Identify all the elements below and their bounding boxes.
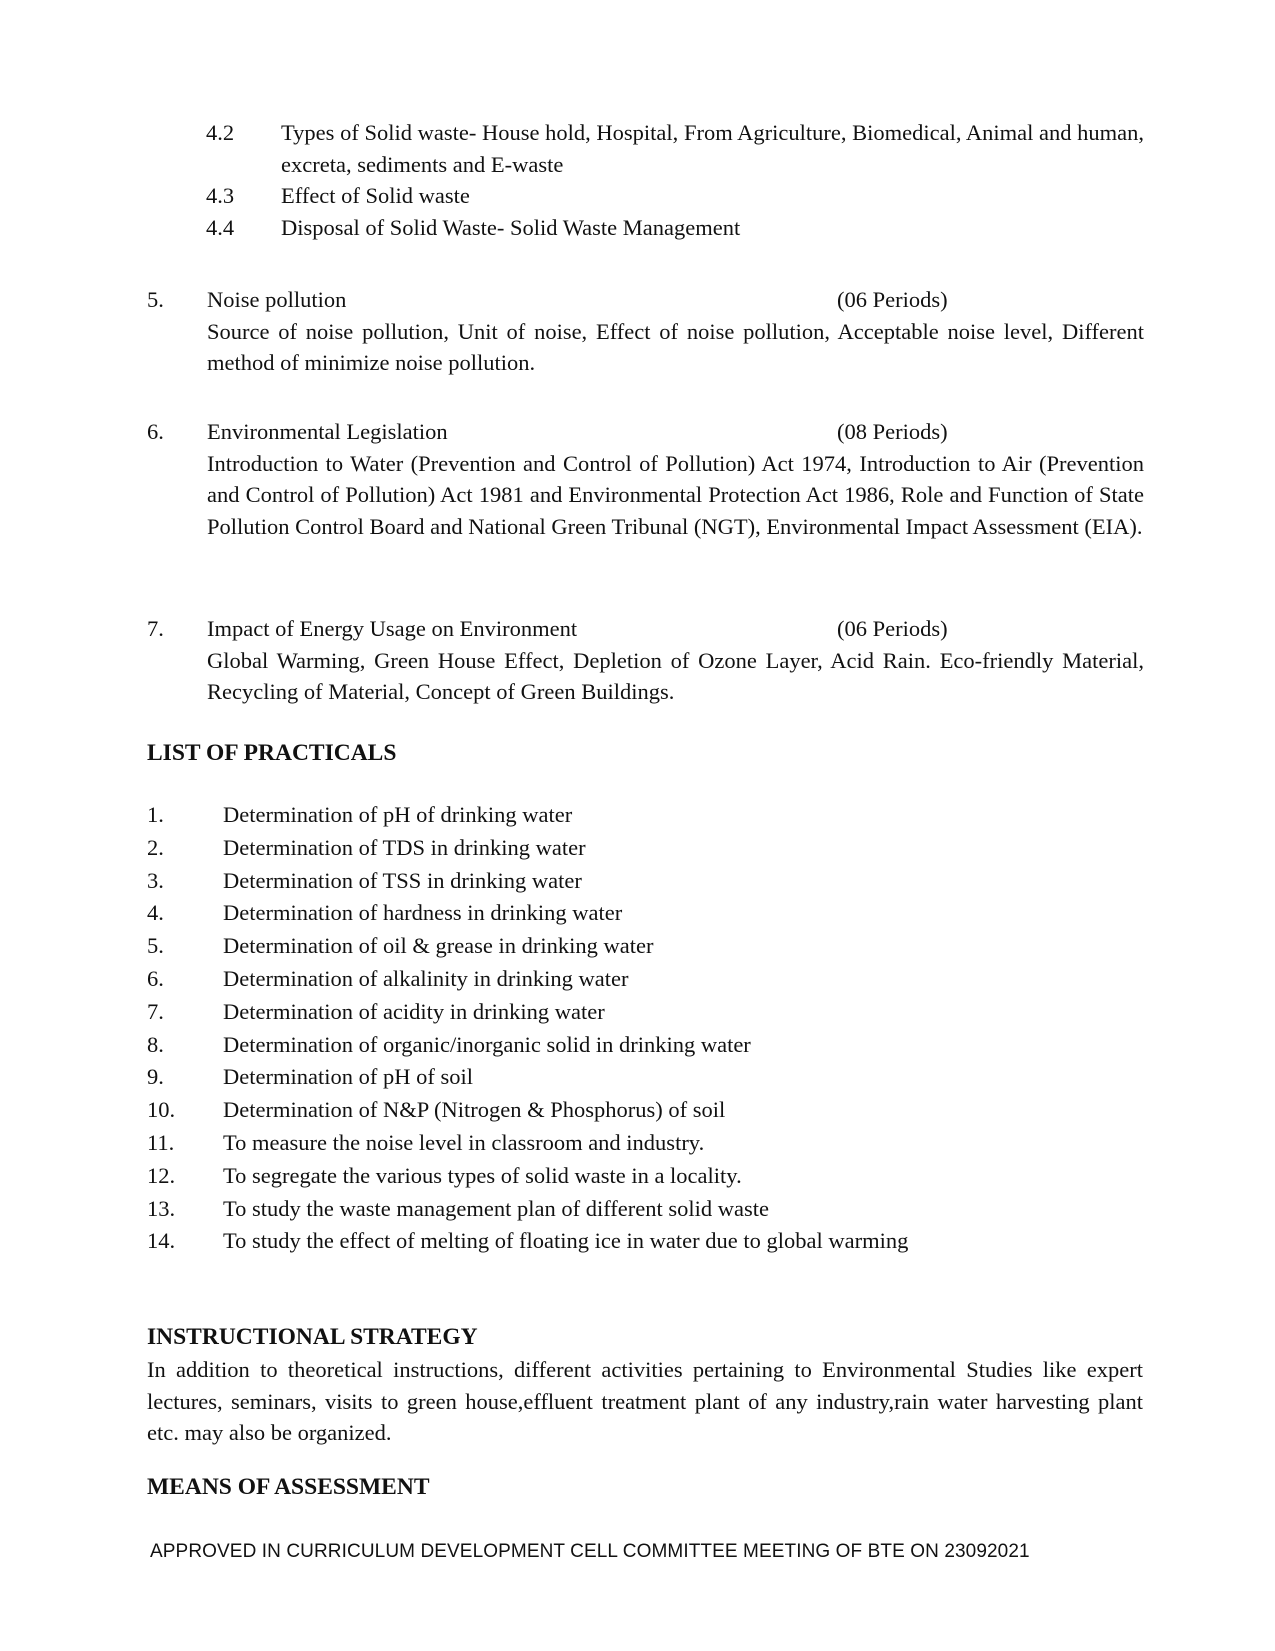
- list-item-text: Determination of TDS in drinking water: [223, 834, 586, 860]
- list-item-number: 12.: [147, 1162, 176, 1188]
- list-item-text: To study the waste management plan of different solid waste: [223, 1195, 769, 1221]
- unit-energy-impact: [147, 613, 1144, 708]
- subtopic-number: 4.4: [206, 214, 235, 240]
- list-item: [147, 832, 1144, 865]
- subtopic-text: Types of Solid waste- House hold, Hospital, From Agriculture, Biomedical, Animal and human, excreta, sediments and E-waste: [281, 120, 1144, 177]
- unit-environmental-legislation: [147, 416, 1144, 542]
- list-item-text: Determination of hardness in drinking water: [223, 900, 623, 926]
- list-item-text: Determination of acidity in drinking water: [223, 998, 605, 1024]
- list-item-number: 11.: [147, 1129, 175, 1155]
- list-item-text: Determination of pH of soil: [223, 1064, 473, 1090]
- list-item: [147, 996, 1144, 1029]
- subtopic-text: Disposal of Solid Waste- Solid Waste Management: [281, 214, 741, 240]
- subtopic-number: 4.2: [206, 120, 235, 145]
- unit-periods: (08 Periods): [837, 419, 948, 444]
- list-item-number: 9.: [147, 1064, 164, 1090]
- strategy-paragraph: In addition to theoretical instructions, different activities pertaining to Environmental Studies like expert lectures, seminars, visits to green house,effluent treatment plant of any industry,rain water harvesting plant etc. may also be organized.: [147, 1357, 1143, 1446]
- unit-body: Source of noise pollution, Unit of noise, Effect of noise pollution, Acceptable noise level, Different method of minimize noise pollution.: [207, 318, 1144, 376]
- list-item-number: 8.: [147, 1031, 164, 1057]
- subtopic-item: [206, 180, 1144, 212]
- subtopic-number: 4.3: [206, 183, 235, 209]
- list-item-text: To segregate the various types of solid waste in a locality.: [223, 1162, 742, 1188]
- strategy-heading: INSTRUCTIONAL STRATEGY: [147, 1324, 478, 1350]
- list-item: [147, 1094, 1144, 1127]
- practicals-heading: LIST OF PRACTICALS: [147, 740, 397, 766]
- page-footer: APPROVED IN CURRICULUM DEVELOPMENT CELL COMMITTEE MEETING OF BTE ON 23092021: [150, 1541, 1030, 1562]
- list-item-text: To study the effect of melting of floating ice in water due to global warming: [223, 1228, 909, 1254]
- unit-number: 5.: [147, 287, 164, 312]
- unit-periods: (06 Periods): [837, 616, 948, 641]
- assessment-heading: MEANS OF ASSESSMENT: [147, 1474, 430, 1500]
- list-item-number: 4.: [147, 900, 164, 926]
- list-item: [147, 1225, 1144, 1258]
- unit-title: Noise pollution: [207, 287, 347, 312]
- list-item-number: 2.: [147, 834, 164, 860]
- unit-body: Global Warming, Green House Effect, Depletion of Ozone Layer, Acid Rain. Eco-friendly Material, Recycling of Material, Concept of Green Buildings.: [207, 647, 1144, 705]
- list-item-number: 13.: [147, 1195, 176, 1221]
- list-item: [147, 897, 1144, 930]
- list-item-number: 7.: [147, 998, 164, 1024]
- list-item-text: To measure the noise level in classroom and industry.: [223, 1129, 705, 1155]
- list-item-number: 3.: [147, 867, 164, 893]
- list-item-number: 5.: [147, 933, 164, 959]
- list-item: [147, 1160, 1144, 1193]
- unit-number: 6.: [147, 419, 164, 444]
- list-item: [147, 930, 1144, 963]
- list-item-text: Determination of oil & grease in drinking water: [223, 933, 654, 959]
- list-item-number: 1.: [147, 802, 164, 827]
- unit-noise-pollution: [147, 284, 1144, 379]
- list-item-text: Determination of organic/inorganic solid in drinking water: [223, 1031, 751, 1057]
- list-item: [147, 1029, 1144, 1062]
- unit-number: 7.: [147, 616, 164, 641]
- unit-body: Introduction to Water (Prevention and Control of Pollution) Act 1974, Introduction to Air (Prevention and Control of Pollution) Act 1981 and Environmental Protection Act 1986, Role and Function of State Pollution Control Board and National Green Tribunal (NGT), Environmental Impact Assessment (EIA).: [207, 450, 1144, 539]
- unit-title: Environmental Legislation: [207, 419, 448, 444]
- list-item: [147, 1127, 1144, 1160]
- practicals-list: [147, 799, 1144, 1258]
- subtopic-item: [206, 212, 1144, 244]
- unit-header: [147, 613, 1144, 645]
- unit-header: [147, 416, 1144, 448]
- unit-header: [147, 284, 1144, 316]
- list-item: [147, 865, 1144, 898]
- subtopic-item: [206, 117, 1144, 180]
- subtopic-text: Effect of Solid waste: [281, 183, 470, 209]
- unit-title: Impact of Energy Usage on Environment: [207, 616, 578, 641]
- subtopic-list: [206, 117, 1144, 243]
- unit-periods: (06 Periods): [837, 287, 948, 312]
- list-item-number: 14.: [147, 1228, 176, 1254]
- list-item: [147, 1193, 1144, 1226]
- list-item-text: Determination of TSS in drinking water: [223, 867, 582, 893]
- list-item-text: Determination of alkalinity in drinking water: [223, 965, 629, 991]
- list-item-number: 6.: [147, 965, 164, 991]
- list-item-number: 10.: [147, 1097, 176, 1123]
- list-item: [147, 1061, 1144, 1094]
- list-item: [147, 799, 1144, 832]
- list-item: [147, 963, 1144, 996]
- list-item-text: Determination of N&P (Nitrogen & Phosphorus) of soil: [223, 1097, 726, 1123]
- list-item-text: Determination of pH of drinking water: [223, 802, 573, 827]
